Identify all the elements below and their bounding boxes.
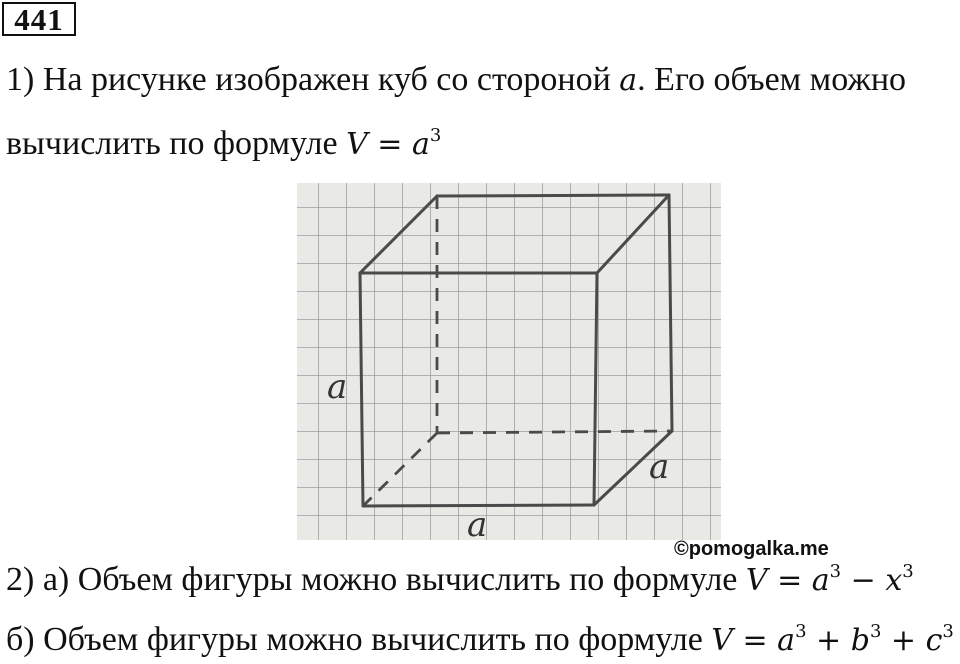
task-number: 441 [2, 2, 76, 36]
cube-drawing [297, 183, 721, 540]
item1-line1-tail: . Его объем можно [637, 61, 907, 98]
item2a-formula-exp2: 3 [902, 561, 914, 582]
item2a-text: 2) а) Объем фигуры можно вычислить по формуле [6, 561, 746, 598]
item2a-formula-exp1: 3 [829, 561, 842, 582]
item2a-formula [746, 563, 914, 598]
watermark: ©pomogalka.me [674, 538, 829, 560]
item2b-formula-part1: V = a [711, 623, 796, 658]
cube-label-right: a [649, 447, 670, 487]
item2b-line [6, 620, 954, 661]
item2b-formula-exp3: 3 [942, 621, 954, 642]
item2b-formula-part2: + b [806, 623, 870, 658]
item1-line1-text: 1) На рисунке изображен куб со стороной [6, 61, 620, 98]
item2b-formula-exp2: 3 [869, 621, 882, 642]
cube-drawing-svg [297, 183, 721, 540]
item2b-formula-exp1: 3 [795, 621, 807, 642]
item1-formula-lhs: V = a [346, 127, 430, 162]
item2b-formula [711, 623, 954, 658]
item1-line1 [6, 60, 906, 101]
item1-formula [346, 127, 441, 162]
item1-side-variable: a [619, 63, 638, 98]
item1-line2 [6, 124, 441, 165]
item2b-formula-part3: + c [881, 623, 943, 658]
item2a-line [6, 560, 914, 601]
item1-line2-text: вычислить по формуле [6, 125, 347, 162]
cube-label-left: a [327, 367, 348, 407]
cube-back-top-edge [437, 195, 669, 196]
item2a-formula-part2: − x [841, 563, 903, 598]
item2b-text: б) Объем фигуры можно вычислить по формуле [6, 621, 712, 658]
cube-label-bottom: a [467, 505, 488, 540]
item1-formula-exponent: 3 [429, 125, 442, 146]
item2a-formula-part1: V = a [745, 563, 830, 598]
